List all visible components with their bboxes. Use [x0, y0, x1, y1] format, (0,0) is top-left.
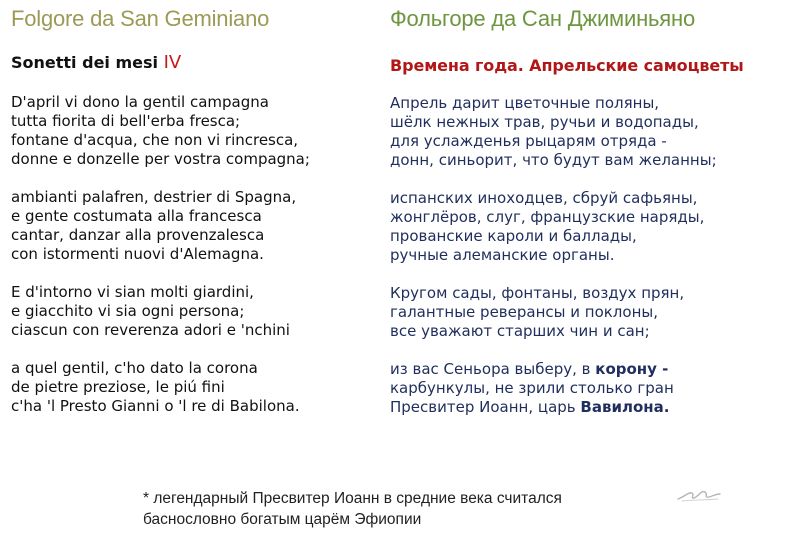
italian-subtitle-text: Sonetti dei mesi — [11, 53, 158, 72]
russian-stanza-4 — [390, 360, 717, 417]
highlighted-word-crown: корону — [595, 360, 657, 378]
poem-line: con istormenti nuovi d'Alemagna. — [11, 245, 264, 263]
poem-line: donne e donzelle per vostra compagna; — [11, 150, 310, 168]
poem-line: e giacchito vi sia ogni persona; — [11, 302, 245, 320]
poem-line: de pietre preziose, le piú fini — [11, 378, 225, 396]
poem-line-part: из вас Сеньора выберу, в — [390, 360, 596, 378]
poem-line: для услажденья рыцарям отряда - — [390, 132, 667, 150]
footnote-line: * легендарный Пресвитер Иоанн в средние века считался — [143, 490, 562, 507]
poem-line: прованские кароли и баллады, — [390, 227, 637, 245]
highlighted-word-babylon: Вавилона — [580, 398, 664, 416]
poem-line: карбункулы, не зрили столько гран — [390, 379, 674, 397]
poem-line: ambianti palafren, destrier di Spagna, — [11, 188, 297, 206]
footnote — [143, 488, 562, 530]
italian-stanza-2 — [11, 188, 310, 264]
poem-line-part: Пресвитер Иоанн, царь — [390, 398, 581, 416]
russian-subtitle: Времена года. Апрельские самоцветы — [390, 56, 744, 75]
poem-line: e gente costumata alla francesca — [11, 207, 262, 225]
italian-subtitle-number: IV — [163, 52, 182, 73]
poem-line: cantar, danzar alla provenzalesca — [11, 226, 265, 244]
footnote-line: баснословно богатым царём Эфиопии — [143, 511, 422, 528]
russian-poem — [390, 94, 717, 436]
poem-line-part: . — [663, 398, 670, 416]
poem-line: донн, синьорит, что будут вам желанны; — [390, 151, 717, 169]
poem-line: E d'intorno vi sian molti giardini, — [11, 283, 254, 301]
italian-author: Folgore da San Geminiano — [11, 6, 270, 31]
poem-line: шёлк нежных трав, ручьи и водопады, — [390, 113, 699, 131]
poem-line: fontane d'acqua, che non vi rincresca, — [11, 131, 299, 149]
poem-line: ciascun con reverenza adori e 'nchini — [11, 321, 290, 339]
poem-line: a quel gentil, c'ho dato la corona — [11, 359, 258, 377]
poem-line: испанских иноходцев, сбруй сафьяны, — [390, 189, 698, 207]
italian-stanza-4 — [11, 359, 310, 416]
signature-scribble-icon — [674, 483, 724, 505]
italian-subtitle — [11, 52, 181, 73]
poem-line: Кругом сады, фонтаны, воздух прян, — [390, 284, 685, 302]
poem-line — [390, 398, 717, 417]
poem-line: все уважают старших чин и сан; — [390, 322, 650, 340]
russian-stanza-3 — [390, 284, 717, 341]
poem-line-part: - — [656, 360, 669, 378]
italian-stanza-1 — [11, 93, 310, 169]
poem-line: ручные алеманские органы. — [390, 246, 615, 264]
russian-stanza-2 — [390, 189, 717, 265]
poem-line: галантные реверансы и поклоны, — [390, 303, 658, 321]
russian-stanza-1 — [390, 94, 717, 170]
poem-line: tutta fiorita di bell'erba fresca; — [11, 112, 241, 130]
poem-line: D'april vi dono la gentil campagna — [11, 93, 269, 111]
italian-poem — [11, 93, 310, 435]
poem-line: c'ha 'l Presto Gianni o 'l re di Babilona. — [11, 397, 300, 415]
italian-stanza-3 — [11, 283, 310, 340]
russian-author: Фольгоре да Сан Джиминьяно — [390, 6, 695, 31]
poem-line — [390, 360, 717, 379]
poem-line: Апрель дарит цветочные поляны, — [390, 94, 660, 112]
poem-line: жонглёров, слуг, французские наряды, — [390, 208, 705, 226]
